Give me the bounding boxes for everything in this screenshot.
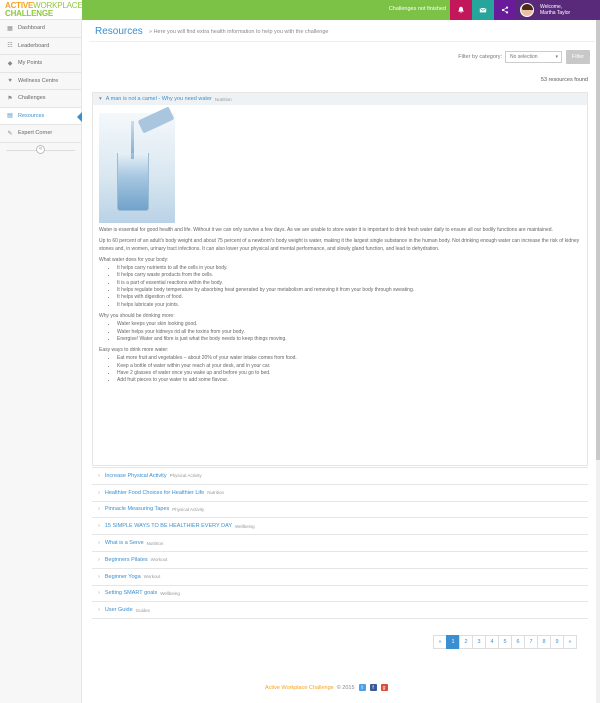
page-7[interactable]: 7	[524, 635, 538, 649]
points-icon: ◆	[7, 60, 13, 67]
sidebar-item-resources[interactable]	[0, 108, 81, 126]
why-list	[117, 321, 581, 343]
chevron-right-icon: ›	[98, 573, 100, 580]
chevron-right-icon: ›	[98, 607, 100, 614]
main-content	[89, 20, 595, 42]
sidebar-item-leaderboard[interactable]	[0, 38, 81, 56]
list-item: • Eat more fruit and vegetables – about 20% of your water intake comes from food.	[117, 355, 581, 362]
logo-text-workplace: WORKPLACE	[33, 1, 83, 10]
chevron-right-icon: ›	[98, 472, 100, 479]
sidebar-item-label: Challenges	[18, 95, 46, 102]
resource-category: Wellbeing	[160, 590, 180, 596]
google-plus-icon[interactable]: g	[381, 684, 388, 691]
resource-row[interactable]	[92, 518, 588, 535]
list-item: • It helps carry waste products from the cells.	[117, 272, 581, 279]
section-heading: Why you should be drinking more:	[99, 312, 175, 319]
page-8[interactable]: 8	[537, 635, 551, 649]
list-item: • Add fruit pieces to your water to add some flavour.	[117, 377, 581, 384]
list-item: • Water helps your kidneys rid all the toxins from your body.	[117, 329, 581, 336]
resource-paragraph: Up to 60 percent of an adult's body weight and about 75 percent of a newborn's body weight is water, making it the largest single substance in the human body. Not drinking enough water can increase the risk of kidney stones and, in women, urinary tract infections. It can also lower your physical and mental performance, and slowly gland function, and lead to dehydration.	[99, 238, 580, 252]
what-list	[117, 265, 581, 309]
user-menu[interactable]	[516, 0, 600, 20]
notification-strip	[82, 0, 450, 20]
wellness-icon: ♥	[8, 77, 12, 84]
welcome-text: Welcome,	[540, 4, 563, 10]
resource-row[interactable]	[92, 586, 588, 603]
challenges-icon: ⚑	[7, 95, 13, 102]
resource-intro: Water is essential for good health and life. Without it we can only survive a few days. As we are unable to store water it is important to drink fresh water daily to ensure all our bodily functions are maintained.	[99, 227, 553, 233]
resource-category: Workout	[143, 574, 161, 580]
page-6[interactable]: 6	[511, 635, 525, 649]
list-item: • It is a part of essential reactions within the body.	[117, 280, 581, 287]
chevron-right-icon: ›	[98, 590, 100, 597]
resource-row[interactable]	[92, 485, 588, 502]
resource-category: Physical Activity	[169, 473, 202, 479]
list-item: • Have 2 glasses of water once you wake up and before you go to bed.	[117, 370, 581, 377]
list-item: • It helps with digestion of food.	[117, 294, 581, 301]
leaderboard-icon: ☷	[7, 43, 13, 50]
easy-list	[117, 355, 581, 384]
resource-row[interactable]	[92, 502, 588, 519]
chevron-right-icon: ›	[98, 489, 100, 496]
challenges-status-text[interactable]: Challenges not finished	[388, 6, 446, 12]
sidebar	[0, 20, 82, 703]
resource-title: Setting SMART goals	[104, 590, 158, 597]
list-item: • It helps regulate body temperature by absorbing heat generated by your metabolism and removing it from your body through sweating.	[117, 287, 581, 294]
footer	[265, 684, 388, 691]
footer-copyright: © 2015	[336, 684, 355, 691]
chevron-down-icon: ▾	[99, 96, 102, 102]
resource-category: Physical Activity	[172, 506, 205, 512]
resource-title: A man is not a camel - Why you need water	[105, 96, 212, 102]
pagination	[434, 635, 577, 649]
share-icon[interactable]	[494, 0, 516, 20]
user-name: Martha Taylor	[540, 10, 571, 16]
chevron-right-icon: ›	[98, 556, 100, 563]
sidebar-item-expert-corner[interactable]	[0, 125, 81, 143]
sidebar-item-dashboard[interactable]	[0, 20, 81, 38]
collapse-icon[interactable]: «	[36, 145, 45, 154]
resource-row[interactable]	[92, 569, 588, 586]
page-1[interactable]: 1	[446, 635, 460, 649]
filter-label: Filter by category:	[458, 54, 502, 60]
facebook-icon[interactable]: f	[370, 684, 377, 691]
resource-title: Pinnacle Measuring Tapes	[104, 506, 170, 513]
pagination-prev[interactable]: «	[433, 635, 447, 649]
resource-title: What is a Serve	[104, 540, 144, 547]
page-header	[89, 20, 595, 42]
list-item: • It helps carry nutrients to all the cells in your body.	[117, 265, 581, 272]
resource-header[interactable]	[93, 93, 587, 105]
resource-body	[93, 105, 587, 465]
resource-title: 15 SIMPLE WAYS TO BE HEALTHIER EVERY DAY	[104, 523, 232, 530]
top-bar	[0, 0, 600, 20]
resource-title: User Guide	[104, 607, 133, 614]
sidebar-item-label: Wellness Centre	[18, 77, 59, 84]
page-4[interactable]: 4	[485, 635, 499, 649]
resource-title: Increase Physical Activity	[104, 472, 167, 479]
resources-icon: ▤	[7, 113, 13, 120]
filter-button[interactable]: Filter	[566, 50, 590, 64]
resource-row[interactable]	[92, 468, 588, 485]
avatar	[520, 3, 534, 17]
resource-category: Nutrition	[146, 540, 164, 546]
resource-row[interactable]	[92, 602, 588, 619]
page-9[interactable]: 9	[550, 635, 564, 649]
page-scrollbar[interactable]	[596, 20, 600, 703]
category-select[interactable]	[505, 51, 562, 63]
list-item: • Water keeps your skin looking good.	[117, 321, 581, 328]
chevron-right-icon: ›	[98, 506, 100, 513]
page-2[interactable]: 2	[459, 635, 473, 649]
page-5[interactable]: 5	[498, 635, 512, 649]
sidebar-item-label: Expert Corner	[18, 130, 53, 137]
section-heading: What water does for your body:	[99, 256, 169, 263]
resource-category: Nutrition	[207, 490, 224, 496]
footer-brand: Active Workplace Challenge	[265, 684, 334, 691]
category-select-value: No selection	[510, 54, 538, 60]
filter-bar	[458, 50, 590, 64]
page-subtitle: » Here you will find extra health information to help you with the challenge	[149, 29, 329, 35]
resource-row[interactable]	[92, 552, 588, 569]
sidebar-item-my-points[interactable]	[0, 55, 81, 73]
app-logo[interactable]	[0, 0, 82, 20]
logo-text-challenge: CHALLENGE	[5, 9, 53, 18]
resource-category: Guides	[135, 607, 150, 613]
sidebar-item-label: Dashboard	[18, 25, 45, 32]
resource-category: Nutrition	[214, 96, 232, 102]
mail-icon[interactable]	[472, 0, 494, 20]
logo-text-active: ACTIVE	[5, 1, 34, 10]
pagination-next[interactable]: »	[563, 635, 577, 649]
bell-icon[interactable]	[450, 0, 472, 20]
scrollbar-thumb[interactable]	[596, 20, 600, 460]
chevron-right-icon: ›	[98, 540, 100, 547]
chevron-right-icon: ›	[98, 523, 100, 530]
sidebar-collapse-toggle[interactable]	[0, 143, 81, 157]
dashboard-icon: ▦	[7, 25, 13, 32]
sidebar-item-label: My Points	[18, 60, 43, 67]
list-item: • It helps lubricate your joints.	[117, 302, 581, 309]
page-3[interactable]: 3	[472, 635, 486, 649]
list-item: • Energise! Water and fibre is just what the body needs to keep things moving.	[117, 336, 581, 343]
resource-expanded	[92, 92, 588, 466]
chevron-down-icon: ▾	[555, 54, 558, 60]
resource-category: Workout	[150, 557, 168, 563]
water-glass-image	[99, 113, 175, 223]
resource-list	[92, 467, 588, 619]
sidebar-item-challenges[interactable]	[0, 90, 81, 108]
resource-title: Healthier Food Choices for Healthier Life	[104, 489, 205, 496]
resource-title: Beginners Pilates	[104, 556, 148, 563]
list-item: • Keep a bottle of water within your reach at your desk, and in your car.	[117, 363, 581, 370]
sidebar-item-label: Leaderboard	[18, 42, 50, 49]
expert-icon: ✎	[7, 130, 13, 137]
page-title: Resources	[95, 26, 143, 37]
resource-category: Wellbeing	[235, 523, 255, 529]
results-count: 53 resources found	[540, 77, 588, 83]
resource-row[interactable]	[92, 535, 588, 552]
section-heading: Easy ways to drink more water:	[99, 347, 169, 354]
resource-title: Beginner Yoga	[104, 573, 141, 580]
twitter-icon[interactable]: t	[359, 684, 366, 691]
sidebar-item-wellness-centre[interactable]	[0, 73, 81, 91]
sidebar-item-label: Resources	[18, 112, 45, 119]
